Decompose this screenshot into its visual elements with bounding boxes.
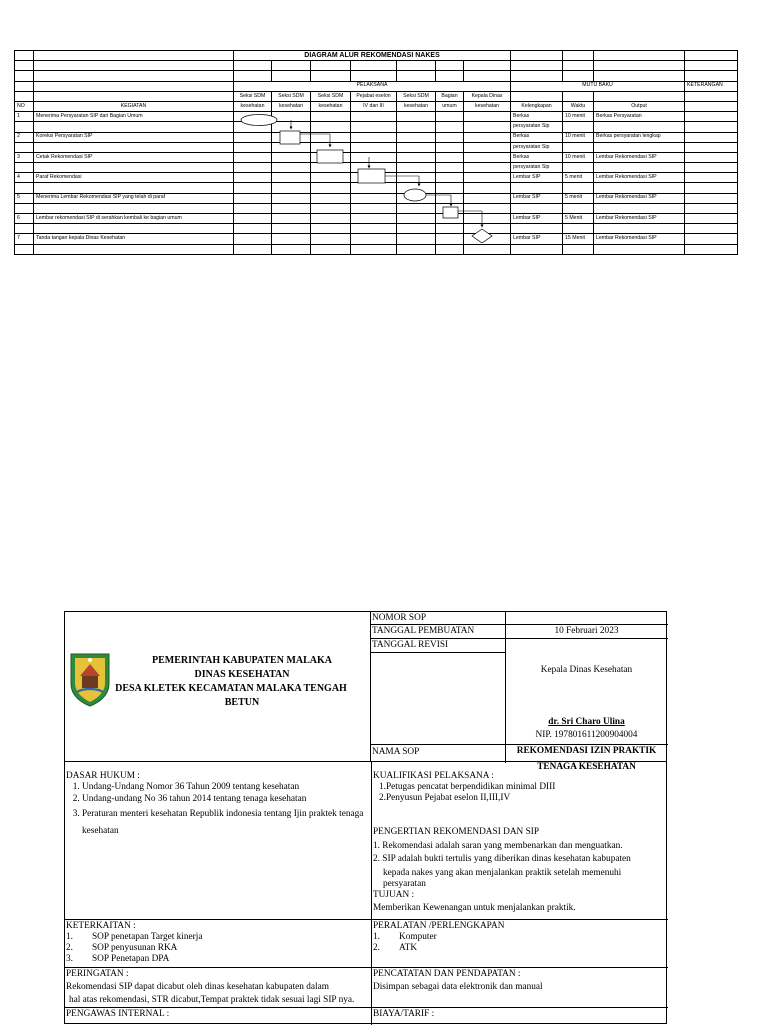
signer-nip: NIP. 197801611200904004: [535, 730, 638, 740]
header-output: Output: [594, 101, 685, 111]
list-item: 2. ATK: [373, 943, 418, 953]
flow-title: DIAGRAM ALUR REKOMENDASI NAKES: [234, 51, 511, 61]
list-item: 2. Undang-undang No 36 tahun 2014 tentang tenaga kesehatan: [82, 794, 368, 804]
nama-sop-label: NAMA SOP: [371, 744, 506, 763]
list-item: persyaratan: [383, 879, 426, 889]
list-item: 1. Rekomendasi adalah saran yang membenarkan dan menguatkan.: [373, 840, 623, 851]
col-head-4: Pejabat eselon: [351, 91, 397, 101]
sop-document: [64, 611, 667, 1024]
institution-line-2: DINAS KESEHATAN: [194, 669, 290, 680]
table-row: 7 Tanda tangan kepala Dinas Kesehatan Lembar SIP 15 Menit Lembar Rekomendasi SIP: [15, 234, 738, 244]
tanggal-revisi-label: TANGGAL REVISI: [371, 639, 506, 653]
col-sub-2: kesehatan: [272, 101, 311, 111]
list-item: 2.Penyusun Pejabat eselon II,III,IV: [379, 793, 511, 803]
table-row: 1 Menerima Persyaratan SIP dari Bagian Umum Berkas 10 menit Berkas Persyaratan: [15, 112, 738, 122]
biaya-label: BIAYA/TARIF :: [373, 1009, 435, 1019]
list-item: 2. SOP penyusunan RKA: [66, 943, 178, 953]
list-item: kepada nakes yang akan menjalankan praktik setelah memenuhi: [383, 867, 622, 878]
peringatan-label: PERINGATAN :: [66, 969, 129, 979]
pengertian-section: [373, 826, 667, 915]
table-row: 6 Lembar rekomendasi SIP di serahkan kembali ke bagian umum Lembar SIP 5 Menit Lembar Rekomendasi SIP: [15, 214, 738, 224]
tanggal-pembuatan-label: TANGGAL PEMBUATAN: [371, 625, 506, 639]
signer-block: [505, 639, 668, 744]
kualifikasi-label: KUALIFIKASI PELAKSANA :: [373, 771, 494, 781]
nomor-sop-label: NOMOR SOP: [371, 612, 506, 625]
nama-sop-line-1: REKOMENDASI IZIN PRAKTIK: [516, 746, 657, 756]
regency-crest-icon: [68, 650, 112, 708]
kualifikasi-section: [373, 771, 667, 803]
signer-title: Kepala Dinas Kesehatan: [540, 665, 633, 675]
col-sub-7: kesehatan: [464, 101, 511, 111]
nama-sop-line-2: TENAGA KESEHATAN: [537, 762, 636, 772]
col-sub-1: kesehatan: [234, 101, 272, 111]
header-kegiatan: KEGIATAN: [34, 101, 234, 111]
table-row: 3 Cetak Rekomendasi SIP Berkas 10 menit Lembar Rekomendasi SIP: [15, 152, 738, 162]
pencatatan-label: PENCATATAN DAN PENDAPATAN :: [373, 969, 521, 979]
dasar-hukum-section: [66, 771, 368, 842]
blank-cell: [371, 653, 506, 744]
tujuan-label: TUJUAN :: [373, 890, 415, 900]
col-sub-4: IV dan III: [351, 101, 397, 111]
tanggal-pembuatan-value: 10 Februari 2023: [505, 625, 668, 639]
col-sub-5: kesehatan: [397, 101, 436, 111]
peringatan-line-2: hal atas rekomendasi, STR dicabut,Tempat praktek tidak sesuai lagi SIP nya.: [69, 995, 355, 1005]
col-head-6: Bagian: [436, 91, 464, 101]
col-head-7: Kepala Dinas: [464, 91, 511, 101]
col-head-2: Seksi SDM: [272, 91, 311, 101]
col-head-5: Seksi SDM: [397, 91, 436, 101]
list-item: 1. SOP penetapan Target kinerja: [66, 932, 203, 942]
institution-line-3: DESA KLETEK KECAMATAN MALAKA TENGAH: [115, 683, 347, 694]
header-mutu-baku: MUTU BAKU: [511, 81, 685, 91]
institution-line-1: PEMERINTAH KABUPATEN MALAKA: [152, 655, 332, 666]
header-waktu: Waktu: [563, 101, 594, 111]
table-row: 2 Koreksi Persyaratan SIP Berkas 10 menit Berkas persyaratan lengkap: [15, 132, 738, 142]
col-sub-3: kesehatan: [311, 101, 351, 111]
sop-body-box: [64, 761, 667, 1024]
signer-name: dr. Sri Charo Ulina: [548, 717, 625, 727]
sop-meta-box: [370, 611, 667, 762]
peralatan-label: PERALATAN /PERLENGKAPAN: [373, 921, 505, 931]
nomor-sop-value: [505, 612, 668, 625]
peralatan-section: [373, 921, 667, 954]
list-item: 1.Petugas pencatat berpendidikan minimal DIII: [379, 782, 556, 792]
institution-header-box: [64, 611, 371, 762]
keterkaitan-section: [66, 921, 368, 965]
header-kelengkapan: Kelengkapan: [511, 101, 563, 111]
tujuan-value: Memberikan Kewenangan untuk menjalankan praktik.: [373, 903, 576, 913]
pencatatan-section: [373, 968, 667, 994]
dasar-hukum-label: DASAR HUKUM :: [66, 771, 140, 781]
table-row: 5 Menerima Lembar Rekomendasi SIP yang telah di paraf Lembar SIP 5 menit Lembar Rekomendasi SIP: [15, 193, 738, 203]
flow-diagram-table: DIAGRAM ALUR REKOMENDASI NAKES PELAKSANA MUTU BAKU KETERANGAN Seksi SDM Seksi SDM Seksi SDM Pejabat eselon Seksi SDM Bagian Kepala Dinas NO KEGIATAN kesehatan kesehatan kesehatan IV dan III kesehatan umum kesehatan Kelengkapan Waktu Output 1 Menerima Persyaratan SIP dari Bagian Umum Berkas 10 menit Berkas Persyaratan persyaratan Sip 2 Koreksi Persyaratan SIP Berkas 10 menit Berkas persyaratan lengkap persyaratan Sip 3 Cetak Rekomendasi SIP Berkas 10 menit Lembar Rekomendasi SIP persyaratan Sip 4 Paraf Rekomendasi Lembar SIP 5 menit Lembar Rekomendasi SIP 5 Menerima Lembar Rekomendasi SIP yang telah di paraf Lembar SIP 5 menit Lembar Rekomendasi SIP 6 Lembar rekomendasi SIP di serahkan kembali ke bagian umum Lembar SIP 5 Menit Lembar Rekomendasi SIP 7 Tanda tangan kepala Dinas Kesehatan Lembar SIP 15 Menit Lembar Rekomendasi SIP: [14, 50, 737, 243]
col-head-1: Seksi SDM: [234, 91, 272, 101]
col-sub-6: umum: [436, 101, 464, 111]
pengawas-label: PENGAWAS INTERNAL :: [66, 1009, 170, 1019]
peringatan-section: [66, 968, 396, 1007]
list-item: 1. Komputer: [373, 932, 437, 942]
table-row: 4 Paraf Rekomendasi Lembar SIP 5 menit Lembar Rekomendasi SIP: [15, 173, 738, 183]
col-head-3: Seksi SDM: [311, 91, 351, 101]
header-pelaksana: PELAKSANA: [234, 81, 511, 91]
keterkaitan-label: KETERKAITAN :: [66, 921, 136, 931]
pengertian-label: PENGERTIAN REKOMENDASI DAN SIP: [373, 827, 540, 837]
list-item: 3. SOP Penetapan DPA: [66, 954, 170, 964]
list-item: 1. Undang-Undang Nomor 36 Tahun 2009 tentang kesehatan: [82, 782, 368, 792]
header-keterangan: KETERANGAN: [685, 81, 738, 91]
header-no: NO: [15, 101, 34, 111]
pencatatan-value: Disimpan sebagai data elektronik dan manual: [373, 982, 543, 992]
list-item: 3. Peraturan menteri kesehatan Republik indonesia tentang Ijin praktek tenaga kesehatan: [82, 806, 368, 840]
institution-line-4: BETUN: [224, 697, 260, 708]
list-item: 2. SIP adalah bukti tertulis yang diberikan dinas kesehatan kabupaten: [373, 854, 631, 864]
peringatan-line-1: Rekomendasi SIP dapat dicabut oleh dinas kesehatan kabupaten dalam: [66, 982, 329, 992]
institution-name: [115, 654, 369, 710]
